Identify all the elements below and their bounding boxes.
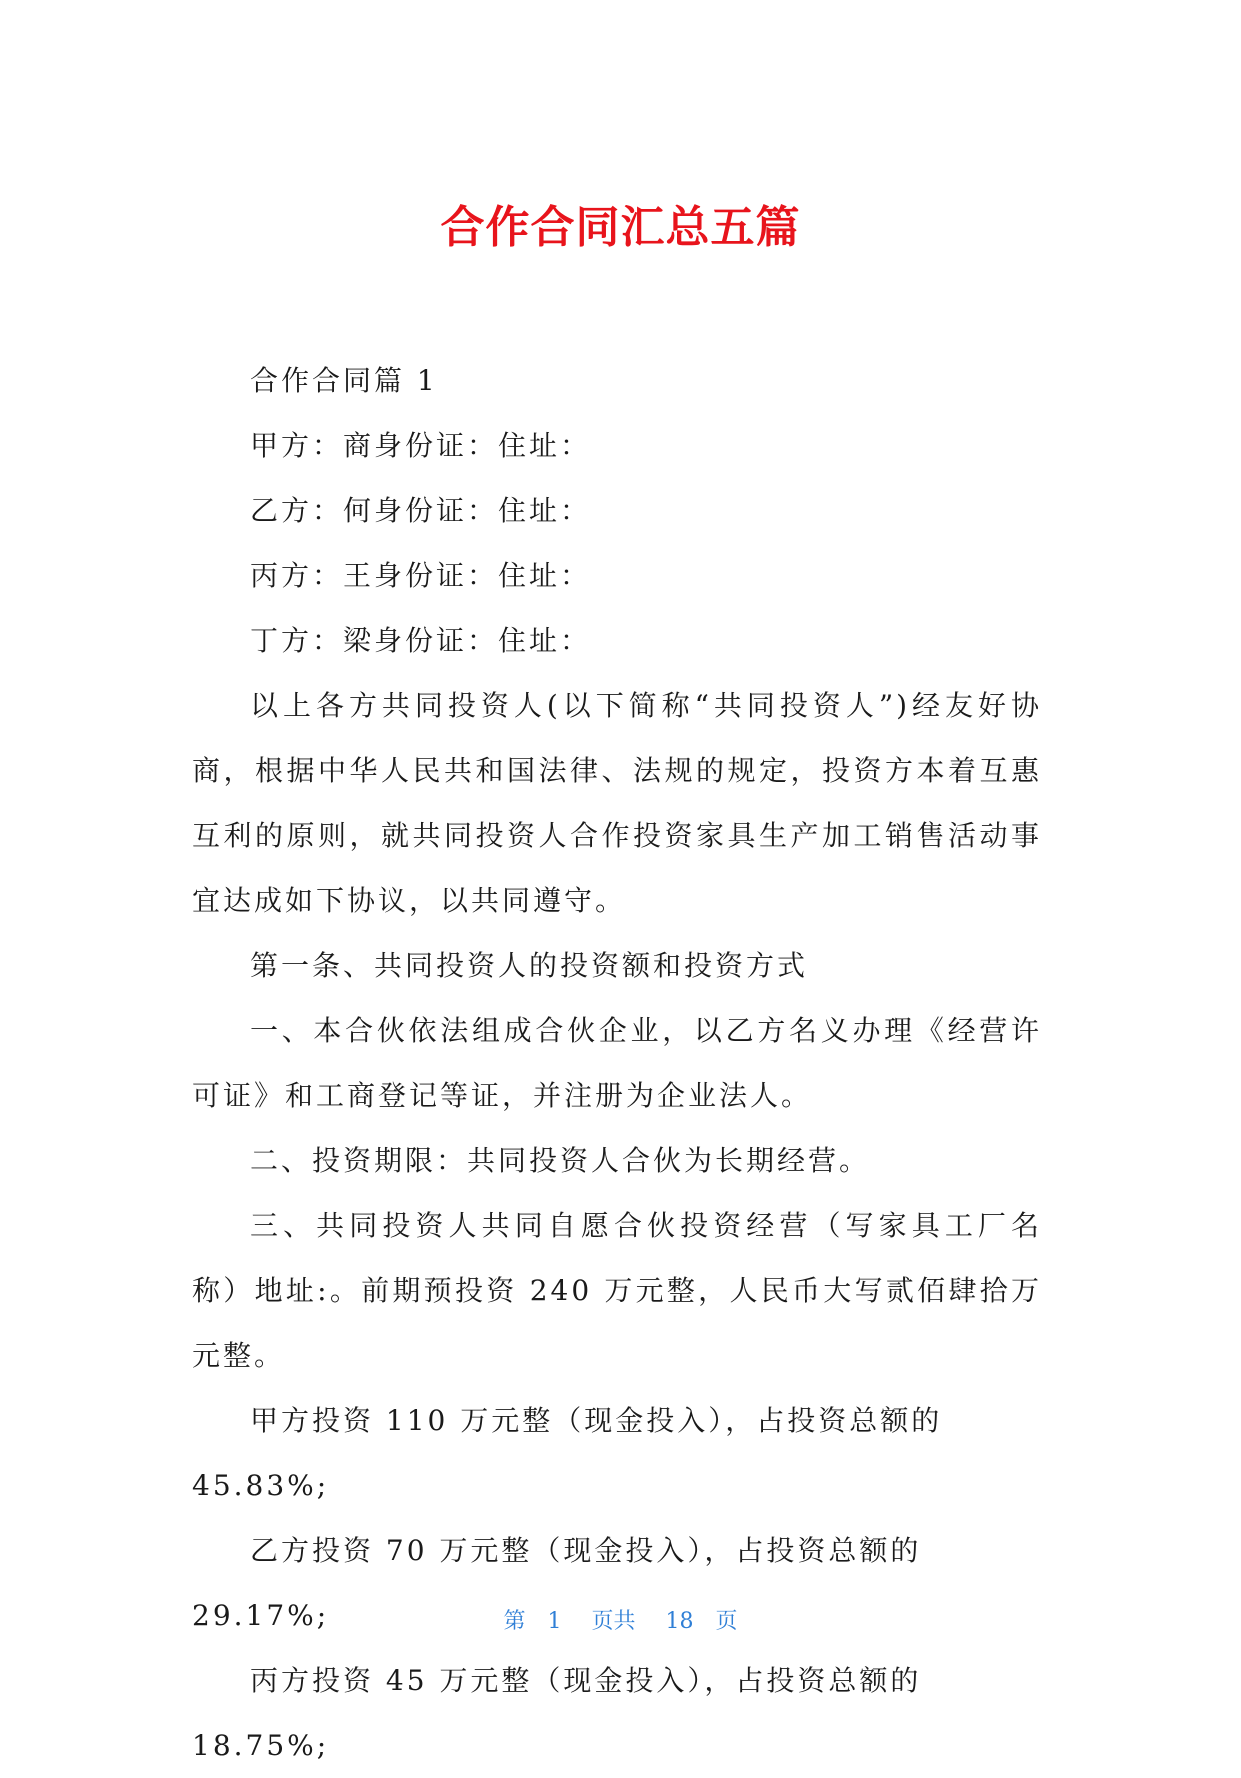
investment-party-a: 甲方投资 110 万元整（现金投入），占投资总额的 45.83%;: [192, 1404, 943, 1502]
party-d-line: 丁方：梁身份证：住址：: [250, 624, 592, 657]
clause-two: 二、投资期限：共同投资人合伙为长期经营。: [250, 1144, 871, 1177]
document-title: 合作合同汇总五篇: [440, 202, 801, 253]
footer-page-number: 1: [547, 1609, 562, 1634]
party-c-line: 丙方：王身份证：住址：: [250, 559, 592, 592]
footer-middle: 页共: [591, 1609, 636, 1634]
investment-party-b: 乙方投资 70 万元整（现金投入），占投资总额的 29.17%;: [192, 1534, 922, 1632]
footer-total-pages: 18: [665, 1609, 694, 1634]
party-a-line: 甲方：商身份证：住址：: [250, 429, 592, 462]
footer-prefix: 第: [503, 1609, 526, 1634]
party-b-line: 乙方：何身份证：住址：: [250, 494, 592, 527]
preamble-paragraph: 以上各方共同投资人(以下简称“共同投资人”)经友好协商，根据中华人民共和国法律、法规的规定，投资方本着互惠互利的原则，就共同投资人合作投资家具生产加工销售活动事宜达成如下协议，以共同遵守。: [192, 689, 1042, 917]
document-body: [192, 348, 1042, 1778]
section-heading: 合作合同篇 1: [250, 364, 438, 397]
clause-three: 三、共同投资人共同自愿合伙投资经营（写家具工厂名称）地址:。前期预投资 240 万元整，人民币大写贰佰肆拾万元整。: [192, 1209, 1042, 1372]
footer-suffix: 页: [715, 1609, 738, 1634]
page-footer: [0, 1607, 1241, 1637]
investment-party-c: 丙方投资 45 万元整（现金投入），占投资总额的 18.75%;: [192, 1664, 922, 1762]
article-one-heading: 第一条、共同投资人的投资额和投资方式: [250, 949, 809, 982]
clause-one: 一、本合伙依法组成合伙企业，以乙方名义办理《经营许可证》和工商登记等证，并注册为企业法人。: [192, 1014, 1042, 1112]
